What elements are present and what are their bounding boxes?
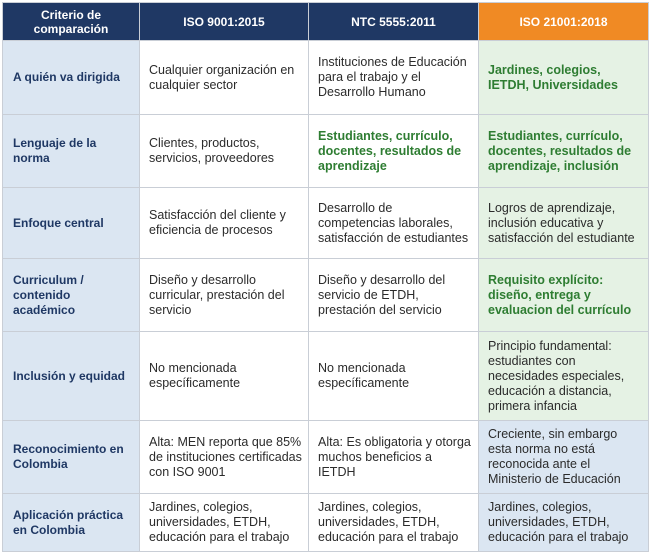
comparison-table xyxy=(2,2,649,552)
cell-ntc-5555: Instituciones de Educación para el trabajo y el Desarrollo Humano xyxy=(309,41,479,115)
row-label: Enfoque central xyxy=(3,188,140,259)
table-row xyxy=(3,188,649,259)
cell-iso-21001: Logros de aprendizaje, inclusión educativa y satisfacción del estudiante xyxy=(479,188,649,259)
cell-ntc-5555: Alta: Es obligatoria y otorga muchos beneficios a IETDH xyxy=(309,421,479,494)
header-criterio: Criterio de comparación xyxy=(3,3,140,41)
cell-ntc-5555: Estudiantes, currículo, docentes, resultados de aprendizaje xyxy=(309,115,479,188)
row-label: Inclusión y equidad xyxy=(3,332,140,421)
table-row xyxy=(3,259,649,332)
cell-iso-9001: Cualquier organización en cualquier sector xyxy=(140,41,309,115)
table-row xyxy=(3,115,649,188)
cell-iso-9001: Satisfacción del cliente y eficiencia de procesos xyxy=(140,188,309,259)
header-iso-9001: ISO 9001:2015 xyxy=(140,3,309,41)
cell-iso-9001: Jardines, colegios, universidades, ETDH, educación para el trabajo xyxy=(140,494,309,552)
row-label: A quién va dirigida xyxy=(3,41,140,115)
row-label: Aplicación práctica en Colombia xyxy=(3,494,140,552)
table-row xyxy=(3,421,649,494)
cell-iso-9001: No mencionada específicamente xyxy=(140,332,309,421)
table-row xyxy=(3,332,649,421)
cell-iso-21001: Jardines, colegios, universidades, ETDH, educación para el trabajo xyxy=(479,494,649,552)
table-header xyxy=(3,3,649,41)
cell-ntc-5555: Diseño y desarrollo del servicio de ETDH, prestación del servicio xyxy=(309,259,479,332)
header-ntc-5555: NTC 5555:2011 xyxy=(309,3,479,41)
header-row xyxy=(3,3,649,41)
cell-iso-21001: Principio fundamental: estudiantes con necesidades especiales, educación a distancia, primera infancia xyxy=(479,332,649,421)
table-row xyxy=(3,494,649,552)
table-row xyxy=(3,41,649,115)
cell-iso-9001: Clientes, productos, servicios, proveedores xyxy=(140,115,309,188)
cell-iso-21001: Jardines, colegios, IETDH, Universidades xyxy=(479,41,649,115)
cell-iso-21001: Estudiantes, currículo, docentes, resultados de aprendizaje, inclusión xyxy=(479,115,649,188)
cell-iso-9001: Alta: MEN reporta que 85% de instituciones certificadas con ISO 9001 xyxy=(140,421,309,494)
row-label: Curriculum / contenido académico xyxy=(3,259,140,332)
cell-iso-21001: Requisito explícito: diseño, entrega y evaluacion del currículo xyxy=(479,259,649,332)
cell-ntc-5555: Desarrollo de competencias laborales, satisfacción de estudiantes xyxy=(309,188,479,259)
cell-ntc-5555: Jardines, colegios, universidades, ETDH, educación para el trabajo xyxy=(309,494,479,552)
cell-ntc-5555: No mencionada específicamente xyxy=(309,332,479,421)
row-label: Lenguaje de la norma xyxy=(3,115,140,188)
table-body xyxy=(3,41,649,552)
cell-iso-21001: Creciente, sin embargo esta norma no está reconocida ante el Ministerio de Educación xyxy=(479,421,649,494)
row-label: Reconocimiento en Colombia xyxy=(3,421,140,494)
header-iso-21001: ISO 21001:2018 xyxy=(479,3,649,41)
cell-iso-9001: Diseño y desarrollo curricular, prestación del servicio xyxy=(140,259,309,332)
